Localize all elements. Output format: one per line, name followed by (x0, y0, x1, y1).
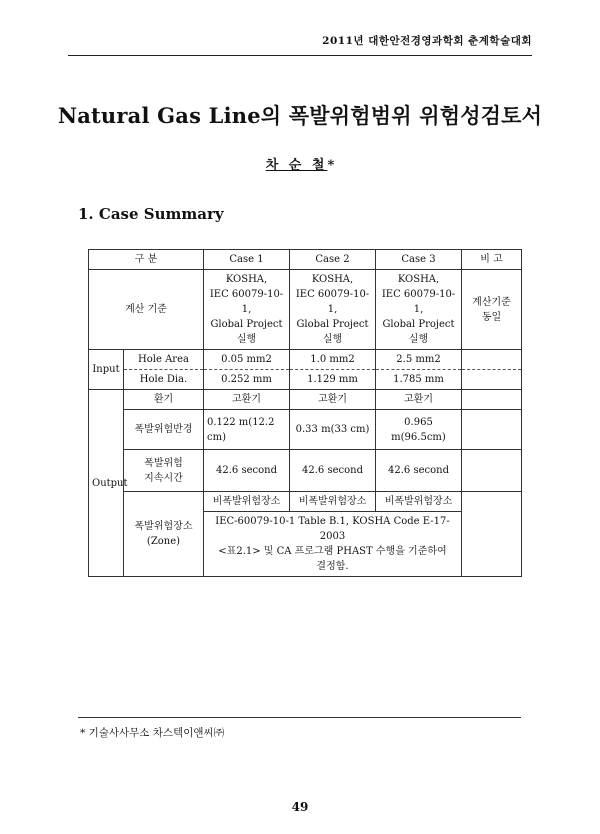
calc-case3-line: Global Project (382, 319, 455, 330)
hole-area-label: Hole Area (124, 350, 204, 370)
calc-case1-line: KOSHA, (225, 274, 268, 285)
radius-row (89, 410, 522, 450)
duration-note (462, 450, 522, 492)
zone-label (124, 492, 204, 577)
zone-case3: 비폭발위험장소 (376, 492, 462, 512)
calc-case3-line: 실행 (408, 334, 429, 345)
table-header-row (89, 250, 522, 270)
calc-case3-line: KOSHA, (397, 274, 440, 285)
header-case1: Case 1 (204, 250, 290, 270)
header-category: 구 분 (89, 250, 204, 270)
zone-case2: 비폭발위험장소 (290, 492, 376, 512)
duration-case2: 42.6 second (290, 450, 376, 492)
author-name: 차 순 철 (265, 158, 328, 173)
calc-note-line: 동일 (481, 311, 502, 323)
duration-label (124, 450, 204, 492)
radius-case1: 0.122 m(12.2 cm) (204, 410, 290, 450)
hole-dia-note (462, 370, 522, 390)
duration-label-line: 폭발위험 (144, 457, 183, 469)
header-note: 비 고 (462, 250, 522, 270)
zone-label-line: (Zone) (146, 536, 181, 547)
case-summary-table (88, 249, 522, 577)
vent-case2: 고환기 (290, 390, 376, 410)
vent-case3: 고환기 (376, 390, 462, 410)
calc-case2-line: Global Project (296, 319, 369, 330)
paper-title: Natural Gas Line의 폭발위험범위 위험성검토서 (57, 103, 543, 128)
zone-note (462, 492, 522, 577)
calc-case3-line: IEC 60079-10-1, (381, 289, 456, 315)
calc-case1-line: Global Project (210, 319, 283, 330)
hole-dia-case3: 1.785 mm (376, 370, 462, 390)
calc-basis-label: 계산 기준 (89, 270, 204, 350)
hole-area-case3: 2.5 mm2 (376, 350, 462, 370)
zone-remark-line: 결정함. (316, 561, 349, 572)
hole-area-case1: 0.05 mm2 (204, 350, 290, 370)
calc-case2-line: 실행 (322, 334, 343, 345)
calc-case3 (376, 270, 462, 350)
zone-remark (204, 512, 462, 577)
hole-dia-row (89, 370, 522, 390)
hole-area-note (462, 350, 522, 370)
calc-case1-line: 실행 (236, 334, 257, 345)
author (0, 154, 600, 173)
output-group-label: Output (89, 390, 124, 577)
page-number: 49 (291, 800, 309, 814)
calc-case2-line: KOSHA, (311, 274, 354, 285)
footnote: * 기술사사무소 차스텍이앤씨㈜ (80, 727, 225, 739)
footnote-rule (78, 717, 521, 718)
hole-dia-case1: 0.252 mm (204, 370, 290, 390)
vent-note (462, 390, 522, 410)
header-case2: Case 2 (290, 250, 376, 270)
vent-row (89, 390, 522, 410)
hole-dia-label: Hole Dia. (124, 370, 204, 390)
calc-case2 (290, 270, 376, 350)
radius-label: 폭발위험반경 (124, 410, 204, 450)
zone-remark-line: <표2.1> 및 CA 프로그램 PHAST 수행을 기준하여 (218, 546, 447, 557)
hole-dia-case2: 1.129 mm (290, 370, 376, 390)
duration-row (89, 450, 522, 492)
calc-note-line: 계산기준 (472, 296, 511, 308)
section-title: 1. Case Summary (78, 205, 224, 223)
vent-case1: 고환기 (204, 390, 290, 410)
hole-area-case2: 1.0 mm2 (290, 350, 376, 370)
calc-case1-line: IEC 60079-10-1, (209, 289, 284, 315)
radius-case3: 0.965 m(96.5cm) (376, 410, 462, 450)
calc-basis-row (89, 270, 522, 350)
radius-note (462, 410, 522, 450)
zone-case1: 비폭발위험장소 (204, 492, 290, 512)
author-mark: * (327, 158, 335, 173)
zone-row (89, 492, 522, 512)
hole-area-row (89, 350, 522, 370)
zone-label-line: 폭발위험장소 (134, 521, 193, 532)
vent-label: 환기 (124, 390, 204, 410)
duration-case3: 42.6 second (376, 450, 462, 492)
calc-case2-line: IEC 60079-10-1, (295, 289, 370, 315)
duration-label-line: 지속시간 (144, 472, 183, 484)
conference-header: 2011년 대한안전경영과학회 춘계학술대회 (322, 35, 532, 47)
calc-note (462, 270, 522, 350)
header-rule (68, 55, 532, 56)
calc-case1 (204, 270, 290, 350)
radius-case2: 0.33 m(33 cm) (290, 410, 376, 450)
duration-case1: 42.6 second (204, 450, 290, 492)
input-group-label: Input (89, 350, 124, 390)
header-case3: Case 3 (376, 250, 462, 270)
zone-remark-line: IEC-60079-10-1 Table B.1, KOSHA Code E-17-2003 (215, 516, 450, 542)
